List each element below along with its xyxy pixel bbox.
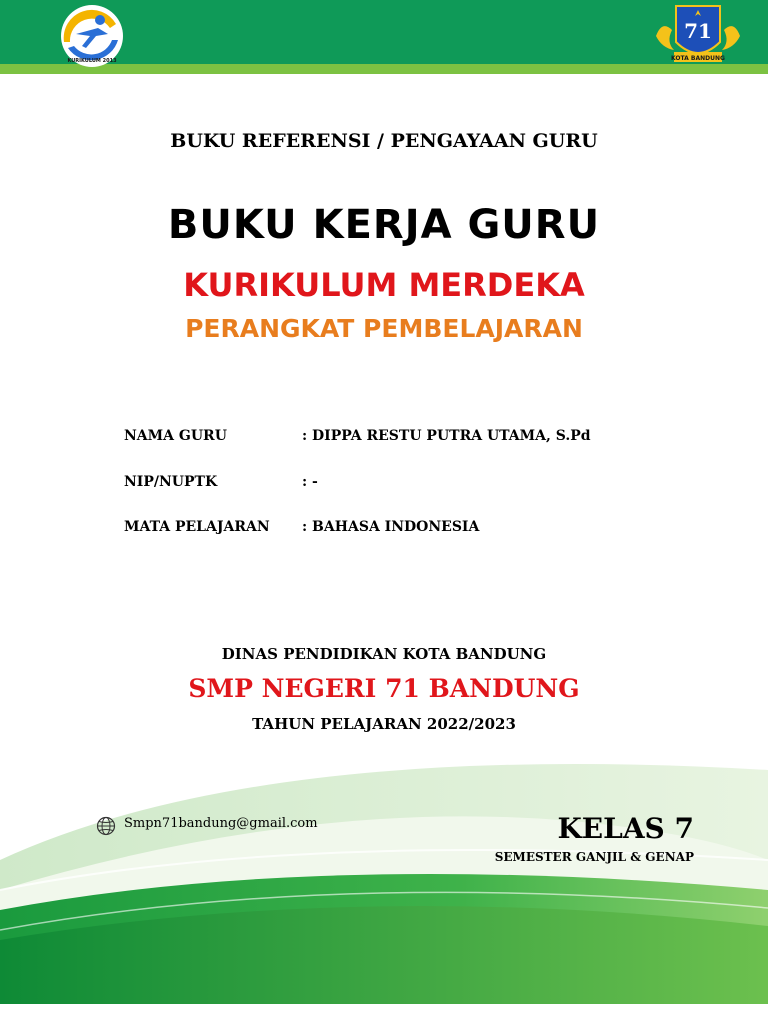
crest-text: KOTA BANDUNG [671,55,725,62]
info-value-teacher: : DIPPA RESTU PUTRA UTAMA, S.Pd [302,428,591,444]
email-address[interactable]: Smpn71bandung@gmail.com [124,816,318,831]
cover-title: BUKU KERJA GURU [167,202,601,248]
info-label-teacher: NAMA GURU [124,428,227,444]
class-label: KELAS 7 [557,812,694,845]
institution-year: TAHUN PELAJARAN 2022/2023 [252,715,516,733]
semester-label: SEMESTER GANJIL & GENAP [494,850,694,864]
institution-dinas: DINAS PENDIDIKAN KOTA BANDUNG [221,645,547,663]
info-label-subject: MATA PELAJARAN [124,519,270,535]
cover-subtitle: BUKU REFERENSI / PENGAYAAN GURU [170,130,598,152]
cover-title-tools: PERANGKAT PEMBELAJARAN [185,314,583,343]
info-value-subject: : BAHASA INDONESIA [302,519,480,535]
footer-wave [0,740,768,1024]
info-value-nip: : - [302,474,318,490]
school-crest-icon [652,2,744,68]
kurikulum-logo-icon [56,4,128,68]
crest-number: 71 [684,19,712,43]
cover-title-curriculum: KURIKULUM MERDEKA [183,266,585,304]
globe-icon [96,816,116,836]
institution-school: SMP NEGERI 71 BANDUNG [188,674,580,703]
logo-left-text: KURIKULUM 2013 [67,58,117,64]
info-label-nip: NIP/NUPTK [124,474,218,490]
